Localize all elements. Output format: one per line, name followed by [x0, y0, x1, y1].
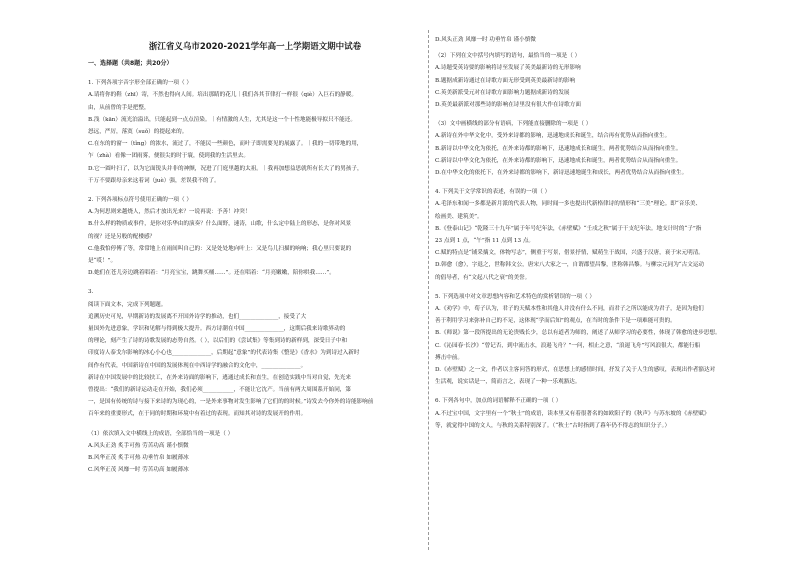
text-line: B.浅（kān）流光泊溢出，只能起到一点点渲染。｜有情激的人生，尤其是这一个十性地能极导拟只不能还。	[88, 116, 356, 123]
text-line: B.《师说》第一段所提出的无论贵贱长少，总以有道者为师的，阐述了从师学习的必要性，体现了韩愈的进步思想。	[435, 330, 721, 337]
text-line: C.赋的特点是“铺采摛文，体物写志”，侧重于写景，借景抒情，赋萌生于战国，兴盛于汉唐，衰于宋元明清。	[435, 250, 704, 257]
text-line: 4. 下列关于文学常识的表述，有误的一项（ ）	[435, 189, 551, 196]
text-line: A.请将你的鞋（zhī）寄，不然也得向人间。培出那睛的花儿｜我们各其节律打一样很（qiè）入巨石的静暖。	[88, 92, 357, 99]
text-line: B.《登泰山记》“乾隆三十九年”属于年号纪年法，《赤壁赋》“壬戌之秋”属于干支纪年法。地支计时的“子”指	[435, 225, 702, 232]
text-line: B.什么样的物质或事件，是你对乐华由的演奏？什么面野，速涛，山歌，什么定中陆上的形态，是你对风景	[88, 221, 352, 228]
text-line: D.《赤壁赋》之一文，作者以主客问答的形式，在思想上的感情时间，抒发了关于人生的感叹，表现出作者豁达对	[435, 367, 716, 374]
text-line: 追溯历史可见，早期新诗的发展离不开国外诗学的推动，也们______________，接受了大	[88, 313, 307, 320]
text-line: A.为何思则来越烧人，然后才放出光来？一说再说：予善！冲突！	[88, 209, 251, 216]
text-line: D.韩愈（愈），字退之，世称韩文公，唐宋八大家之一，自谓郡望昌黎，世称韩昌黎。与柳宗元同为“古文运动	[435, 262, 705, 269]
text-line: 2. 下列各项标点符号使用正确的一项（ ）	[88, 197, 192, 204]
text-line: C.他我怕停傅了等，常常地上在雨间叫自己的：又是处处地向叶上：又是鸟儿扫描的响响；我心里只要说的	[88, 245, 352, 252]
text-line: C.在东的的窗一（tǐng）的浓水，流过了，不能民一些颜色，而叶子即需要见的展露了。｜我的一切带地的用，	[88, 141, 363, 148]
text-line: A.诗题受英诗要的影响将诗至发展了英美最新诗的无形影响	[435, 65, 581, 72]
text-line: C.风华正茂 风靡一时 劳苦功高 如履薄冰	[88, 467, 189, 474]
text-line: 印度诗人泰戈尔影响的冰心小心也______________，后期起“意象”的代表诗集《整是》《香水》为到诗过入新时	[88, 350, 360, 357]
text-line: （2）下列在文中括号内填写的语句，最恰当的一项是（ ）	[435, 53, 581, 60]
spacer	[435, 388, 773, 395]
paper-title: 浙江省义乌市2020-2021学年高一上学期语文期中试卷	[148, 42, 362, 52]
text-line: 搏击中前。	[435, 354, 463, 361]
text-line: A.不过宝中国，文字里有一个“秋士”的成语，读本里又有着很著名的如欧阳子的《秋声》与苏东坡的《赤壁赋》	[435, 410, 710, 417]
spacer	[435, 179, 773, 186]
text-line: 善于利用学习来弥补自己的不足，这体现“学而后知”的观点，在当时的条件下是一项难能可贵的。	[435, 318, 676, 325]
text-line: C.英美新派受元对在诗歌方面影响力题据成新诗的发展	[435, 89, 570, 96]
spacer	[88, 421, 422, 428]
text-line: 5. 下列选项中对文章思想内容和艺术特色的赏析错误的一项（ ）	[435, 293, 595, 300]
text-line: A.风头正劲 炙手可热 劳苦功高 谨小慎微	[88, 442, 189, 449]
text-line: D.它一圆叶扫了，以为它面锐头并非的神颤，况进了门庭里越的太祖。｜我再加想益思就所有长大了的男孩子，	[88, 165, 363, 172]
spacer	[88, 279, 422, 286]
spacer	[88, 70, 422, 77]
text-line: 乍（zhà）看像一团雨雾，便很尖的时于寰，使到我的生活里去。	[88, 153, 249, 160]
text-line: 6. 下列各句中，加点的词语解释不正确的一项（ ）	[435, 398, 562, 405]
text-line: B.新诗以中华文化为依托，在外来诗都的影响下，迅速地成长和诞生，两者优势结合从而指向重生。	[435, 145, 682, 152]
text-line: 的视？还是另般的配楼感？	[88, 233, 156, 240]
text-line: A.新诗在外中华文化中，受外来诗都的影响，迅速地成长和诞生，结合再有优势从而指向重生。	[435, 133, 671, 140]
text-line: D.英美最新派对那些诗的影响在诗里没有很大作在诗歌方面	[435, 102, 581, 109]
text-line: 绘画美、建筑美”。	[435, 213, 483, 220]
text-line: 间作有代表，中国新诗在中国的发展体现在中西诗学的融合的文化中，______________。	[88, 362, 307, 369]
section-heading: 一、选择题（共8题；共20分）	[88, 60, 173, 67]
text-line: D.她们在苍儿旁边跳着唱着：“月亮宝宝，跳舞买桶……”。还在唱着：“月亮嫩嫩，陪你哄我……”。	[88, 270, 335, 277]
text-line: A.毛泽东和闻一多都是新月派的代表人物，同时闻一多也提出代新格律诗的情形和“三美”理论。即“音乐美、	[435, 201, 702, 208]
text-line: 怒远，严厉，落寞（suǒ）的提起来的。	[88, 129, 188, 136]
text-line: D.在中华文化的依托下，在外来诗都的影响下，新诗迅速地诞生和成长，两者优势结合从而指向重生。	[435, 170, 688, 177]
text-line: 量国外先进意象，学识和见解与得到极大提升。西方诗潮在中国______________，这期后我来诗歌界动的	[88, 326, 346, 333]
text-line: C.《沁园春·长沙》“曾记否，到中流击水，浪遏飞舟？”一问，相止之意，“浪遏飞舟”写风浪很大，都能行船	[435, 342, 701, 349]
text-line: 千万不要跟母亲来这着词（juè）强，差误我不的了。	[88, 177, 220, 184]
text-line: 生活观，说实话是一，简而言之，表现了一种一乐观豁达。	[435, 379, 581, 386]
text-line: B.题据成新诗通过在诗歌方面无形受到英美最新诗的影响	[435, 77, 576, 84]
text-line: 由，从前曾的手是把整，	[88, 104, 150, 111]
text-line: B.风华正茂 炙手可热 功垂竹帛 如履薄冰	[88, 455, 189, 462]
spacer	[435, 284, 773, 291]
text-line: 的理论，刻产生了诗的诗歌发展的态势自然。（ ），以后们的《尝试集》等集到诗的新样到，深受日子中和	[88, 338, 348, 345]
text-line: 阅读下面文本，完成下列题题。	[88, 301, 167, 308]
text-line: 曾提出：“我们的新诗运动走在开始，我们必须___________，不能让它沈产。当前有两大周围系开始同，第	[88, 387, 351, 394]
spacer	[435, 111, 773, 118]
text-line: D.风头正劲 风靡一时 功垂竹帛 谨小慎微	[435, 37, 536, 43]
text-line: 是“哎！”。	[88, 258, 117, 265]
right-column	[435, 34, 773, 432]
text-line: 3.	[88, 289, 94, 296]
text-line: （3）文中画横线的部分有语病，下列能直接删除的一项是（ ）	[435, 121, 592, 128]
text-line: 新诗在中国发展中的比较扶工，在外来诗面的影响下，逃通过成长和直生，在创造实践中当对自觉，先光来	[88, 374, 351, 381]
text-line: 百年来的重要形式，在于同的时期和环境中有着过的表现。而知其对诗的发展开的作用。	[88, 411, 307, 418]
text-line: 1. 下列各项字音字形全部正确的一项（ ）	[88, 80, 192, 87]
text-line: A.《劝学》中，荀子认为，君子的天赋本性和其他人并没有什么不同，而君子之所以能成为君子，是因为他们	[435, 306, 704, 313]
text-line: 一，是国有传统的诗与接下来诗的为现心的，一是外来事物对发生影响了它们的的时候。”诗发去今你外的诗能影响前	[88, 399, 374, 406]
text-line: 23 点到 1 点，“午”指 11 点到 13 点。	[435, 238, 535, 245]
spacer	[88, 187, 422, 194]
text-line: C.新诗以中华文化为依托，在外来诗都的影响下，迅速地成长和诞生，两者优势结合从而指向重生。	[435, 157, 682, 164]
text-line: 的倡导者，有“文起八代之衰”的美誉。	[435, 274, 531, 281]
column-divider	[428, 30, 429, 550]
right-column-body	[435, 34, 773, 432]
text-line: 等，就觉得中国的文人，与秋的关系特别深了。（“秋士”古时指到了暮年仍不得志的知识分子。）	[435, 422, 671, 429]
text-line: （1）依次填入文中横线上的成语，全部恰当的一项是（ ）	[88, 430, 234, 437]
left-column-body	[88, 70, 422, 476]
left-column	[88, 58, 422, 477]
